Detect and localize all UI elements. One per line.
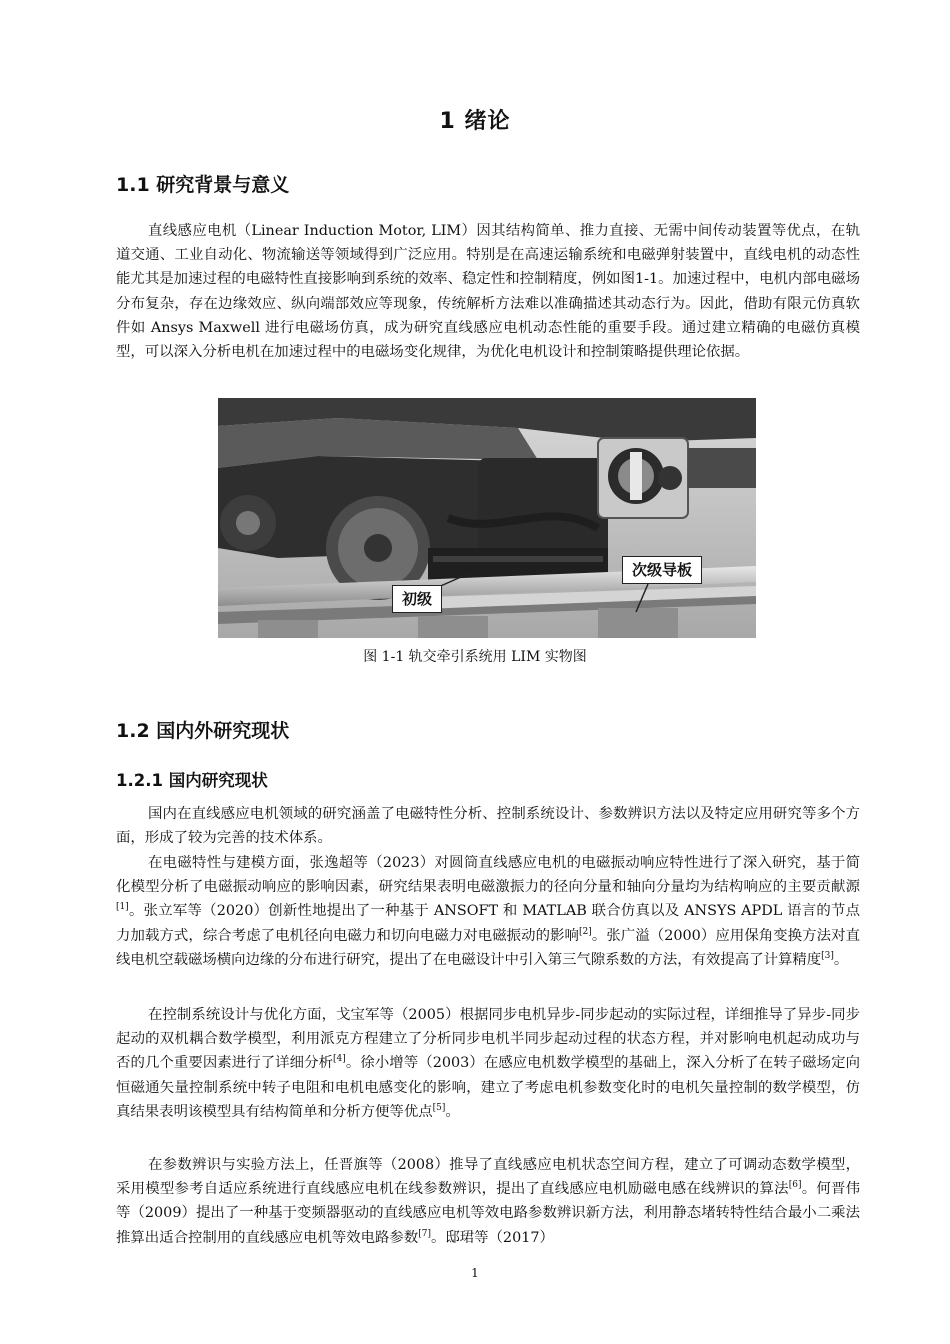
- citation-2[interactable]: [2]: [579, 926, 592, 937]
- citation-3[interactable]: [3]: [821, 951, 834, 962]
- citation-1[interactable]: [1]: [116, 902, 129, 913]
- section-heading-1-1: 1.1 研究背景与意义: [116, 174, 290, 196]
- label-secondary-reaction-plate: 次级导板: [622, 556, 702, 584]
- train-bogie-photo: [218, 398, 756, 638]
- page-number: 1: [471, 1266, 479, 1280]
- subsection-heading-1-2-1: 1.2.1 国内研究现状: [116, 771, 268, 790]
- paragraph-control-system: 在控制系统设计与优化方面，戈宝军等（2005）根据同步电机异步-同步起动的实际过程，详细推导了异步-同步起动的双机耦合数学模型，利用派克方程建立了分析同步电机半同步起动过程的状态方程，并对影响电机起动成功与否的几个重要因素进行了详细分析[4]。徐小增等（2003）在感应电机数学模型的基础上，深入分析了在转子磁场定向恒磁通矢量控制系统中转子电阻和电机电感变化的影响，建立了考虑电机参数变化时的电机矢量控制的数学模型，仿真结果表明该模型具有结构简单和分析方便等优点[5]。: [116, 1007, 860, 1120]
- chapter-title: 1 绪论: [439, 109, 511, 134]
- citation-7[interactable]: [7]: [418, 1228, 431, 1239]
- figure-caption: 图 1-1 轨交牵引系统用 LIM 实物图: [363, 649, 587, 665]
- paragraph-electromagnetic-modeling: 在电磁特性与建模方面，张逸超等（2023）对圆筒直线感应电机的电磁振动响应特性进行了深入研究，基于简化模型分析了电磁振动响应的影响因素，研究结果表明电磁激振力的径向分量和轴向分量均为结构响应的主要贡献源[1]。张立军等（2020）创新性地提出了一种基于 ANSOFT 和 MATLAB 联合仿真以及 ANSYS APDL 语言的节点力加载方式，综合考虑了电机径向电磁力和切向电磁力对电磁振动的影响[2]。张广溢（2000）应用保角变换方法对直线电机空载磁场横向边缘的分布进行研究，提出了在电磁设计中引入第三气隙系数的方法，有效提高了计算精度[3]。: [116, 855, 860, 968]
- paragraph-parameter-identification: 在参数辨识与实验方法上，任晋旗等（2008）推导了直线感应电机状态空间方程，建立了可调动态数学模型，采用模型参考自适应系统进行直线感应电机在线参数辨识，提出了直线感应电机励磁电感在线辨识的算法[6]。何晋伟等（2009）提出了一种基于变频器驱动的直线感应电机等效电路参数辨识新方法，利用静态堵转特性结合最小二乘法推算出适合控制用的直线感应电机等效电路参数[7]。邸珺等（2017）: [116, 1157, 860, 1246]
- figure-lim-photo: [218, 398, 756, 638]
- citation-4[interactable]: [4]: [333, 1054, 346, 1065]
- citation-5[interactable]: [5]: [432, 1103, 446, 1114]
- citation-6[interactable]: [6]: [788, 1180, 802, 1191]
- section-heading-1-2: 1.2 国内外研究现状: [116, 720, 290, 742]
- paragraph-domestic-overview: 国内在直线感应电机领域的研究涵盖了电磁特性分析、控制系统设计、参数辨识方法以及特定应用研究等多个方面，形成了较为完善的技术体系。: [116, 806, 860, 847]
- section-1-1-paragraph: 直线感应电机（Linear Induction Motor, LIM）因其结构简单、推力直接、无需中间传动装置等优点，在轨道交通、工业自动化、物流输送等领域得到广泛应用。特别是在高速运输系统和电磁弹射装置中，直线电机的动态性能尤其是加速过程的电磁特性直接影响到系统的效率、稳定性和控制精度，例如图1-1。加速过程中，电机内部电磁场分布复杂，存在边缘效应、纵向端部效应等现象，传统解析方法难以准确描述其动态行为。因此，借助有限元仿真软件如 Ansys Maxwell 进行电磁场仿真，成为研究直线感应电机动态性能的重要手段。通过建立精确的电磁仿真模型，可以深入分析电机在加速过程中的电磁场变化规律，为优化电机设计和控制策略提供理论依据。: [116, 223, 860, 361]
- label-primary: 初级: [392, 585, 442, 613]
